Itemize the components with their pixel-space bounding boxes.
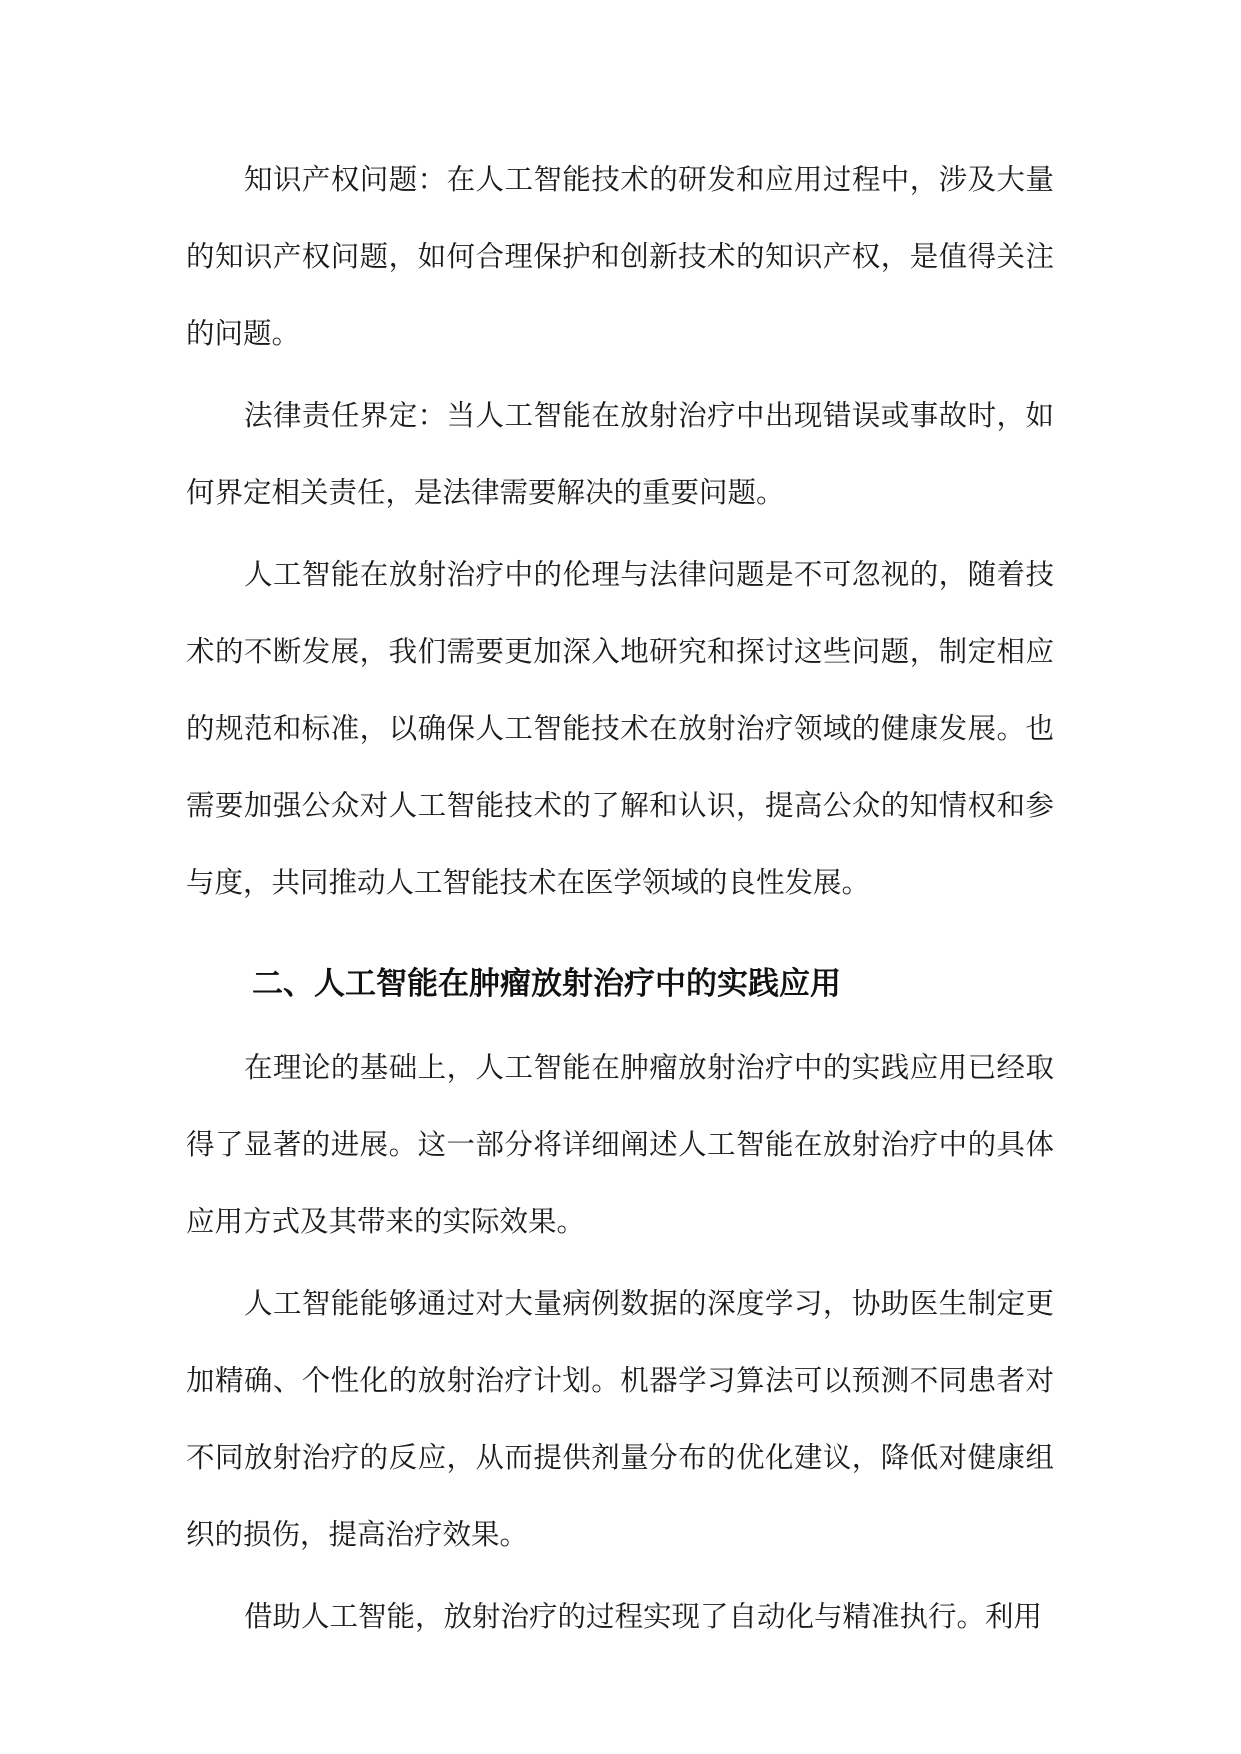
paragraph-treatment-planning: 人工智能能够通过对大量病例数据的深度学习，协助医生制定更加精确、个性化的放射治疗计划。机器学习算法可以预测不同患者对不同放射治疗的反应，从而提供剂量分布的优化建议，降低对健康组织的损伤，提高治疗效果。	[186, 1287, 1054, 1551]
paragraph-legal-liability: 法律责任界定：当人工智能在放射治疗中出现错误或事故时，如何界定相关责任，是法律需要解决的重要问题。	[186, 399, 1054, 509]
document-body	[186, 141, 1054, 1660]
paragraph-automation: 借助人工智能，放射治疗的过程实现了自动化与精准执行。利用	[244, 1600, 1043, 1633]
paragraph-practice-intro: 在理论的基础上，人工智能在肿瘤放射治疗中的实践应用已经取得了显著的进展。这一部分将详细阐述人工智能在放射治疗中的具体应用方式及其带来的实际效果。	[186, 1051, 1054, 1238]
paragraph-ethics-summary: 人工智能在放射治疗中的伦理与法律问题是不可忽视的，随着技术的不断发展，我们需要更加深入地研究和探讨这些问题，制定相应的规范和标准，以确保人工智能技术在放射治疗领域的健康发展。也需要加强公众对人工智能技术的了解和认识，提高公众的知情权和参与度，共同推动人工智能技术在医学领域的良性发展。	[186, 558, 1054, 899]
section-heading: 二、人工智能在肿瘤放射治疗中的实践应用	[252, 966, 841, 1002]
paragraph-intellectual-property: 知识产权问题：在人工智能技术的研发和应用过程中，涉及大量的知识产权问题，如何合理保护和创新技术的知识产权，是值得关注的问题。	[186, 163, 1054, 350]
